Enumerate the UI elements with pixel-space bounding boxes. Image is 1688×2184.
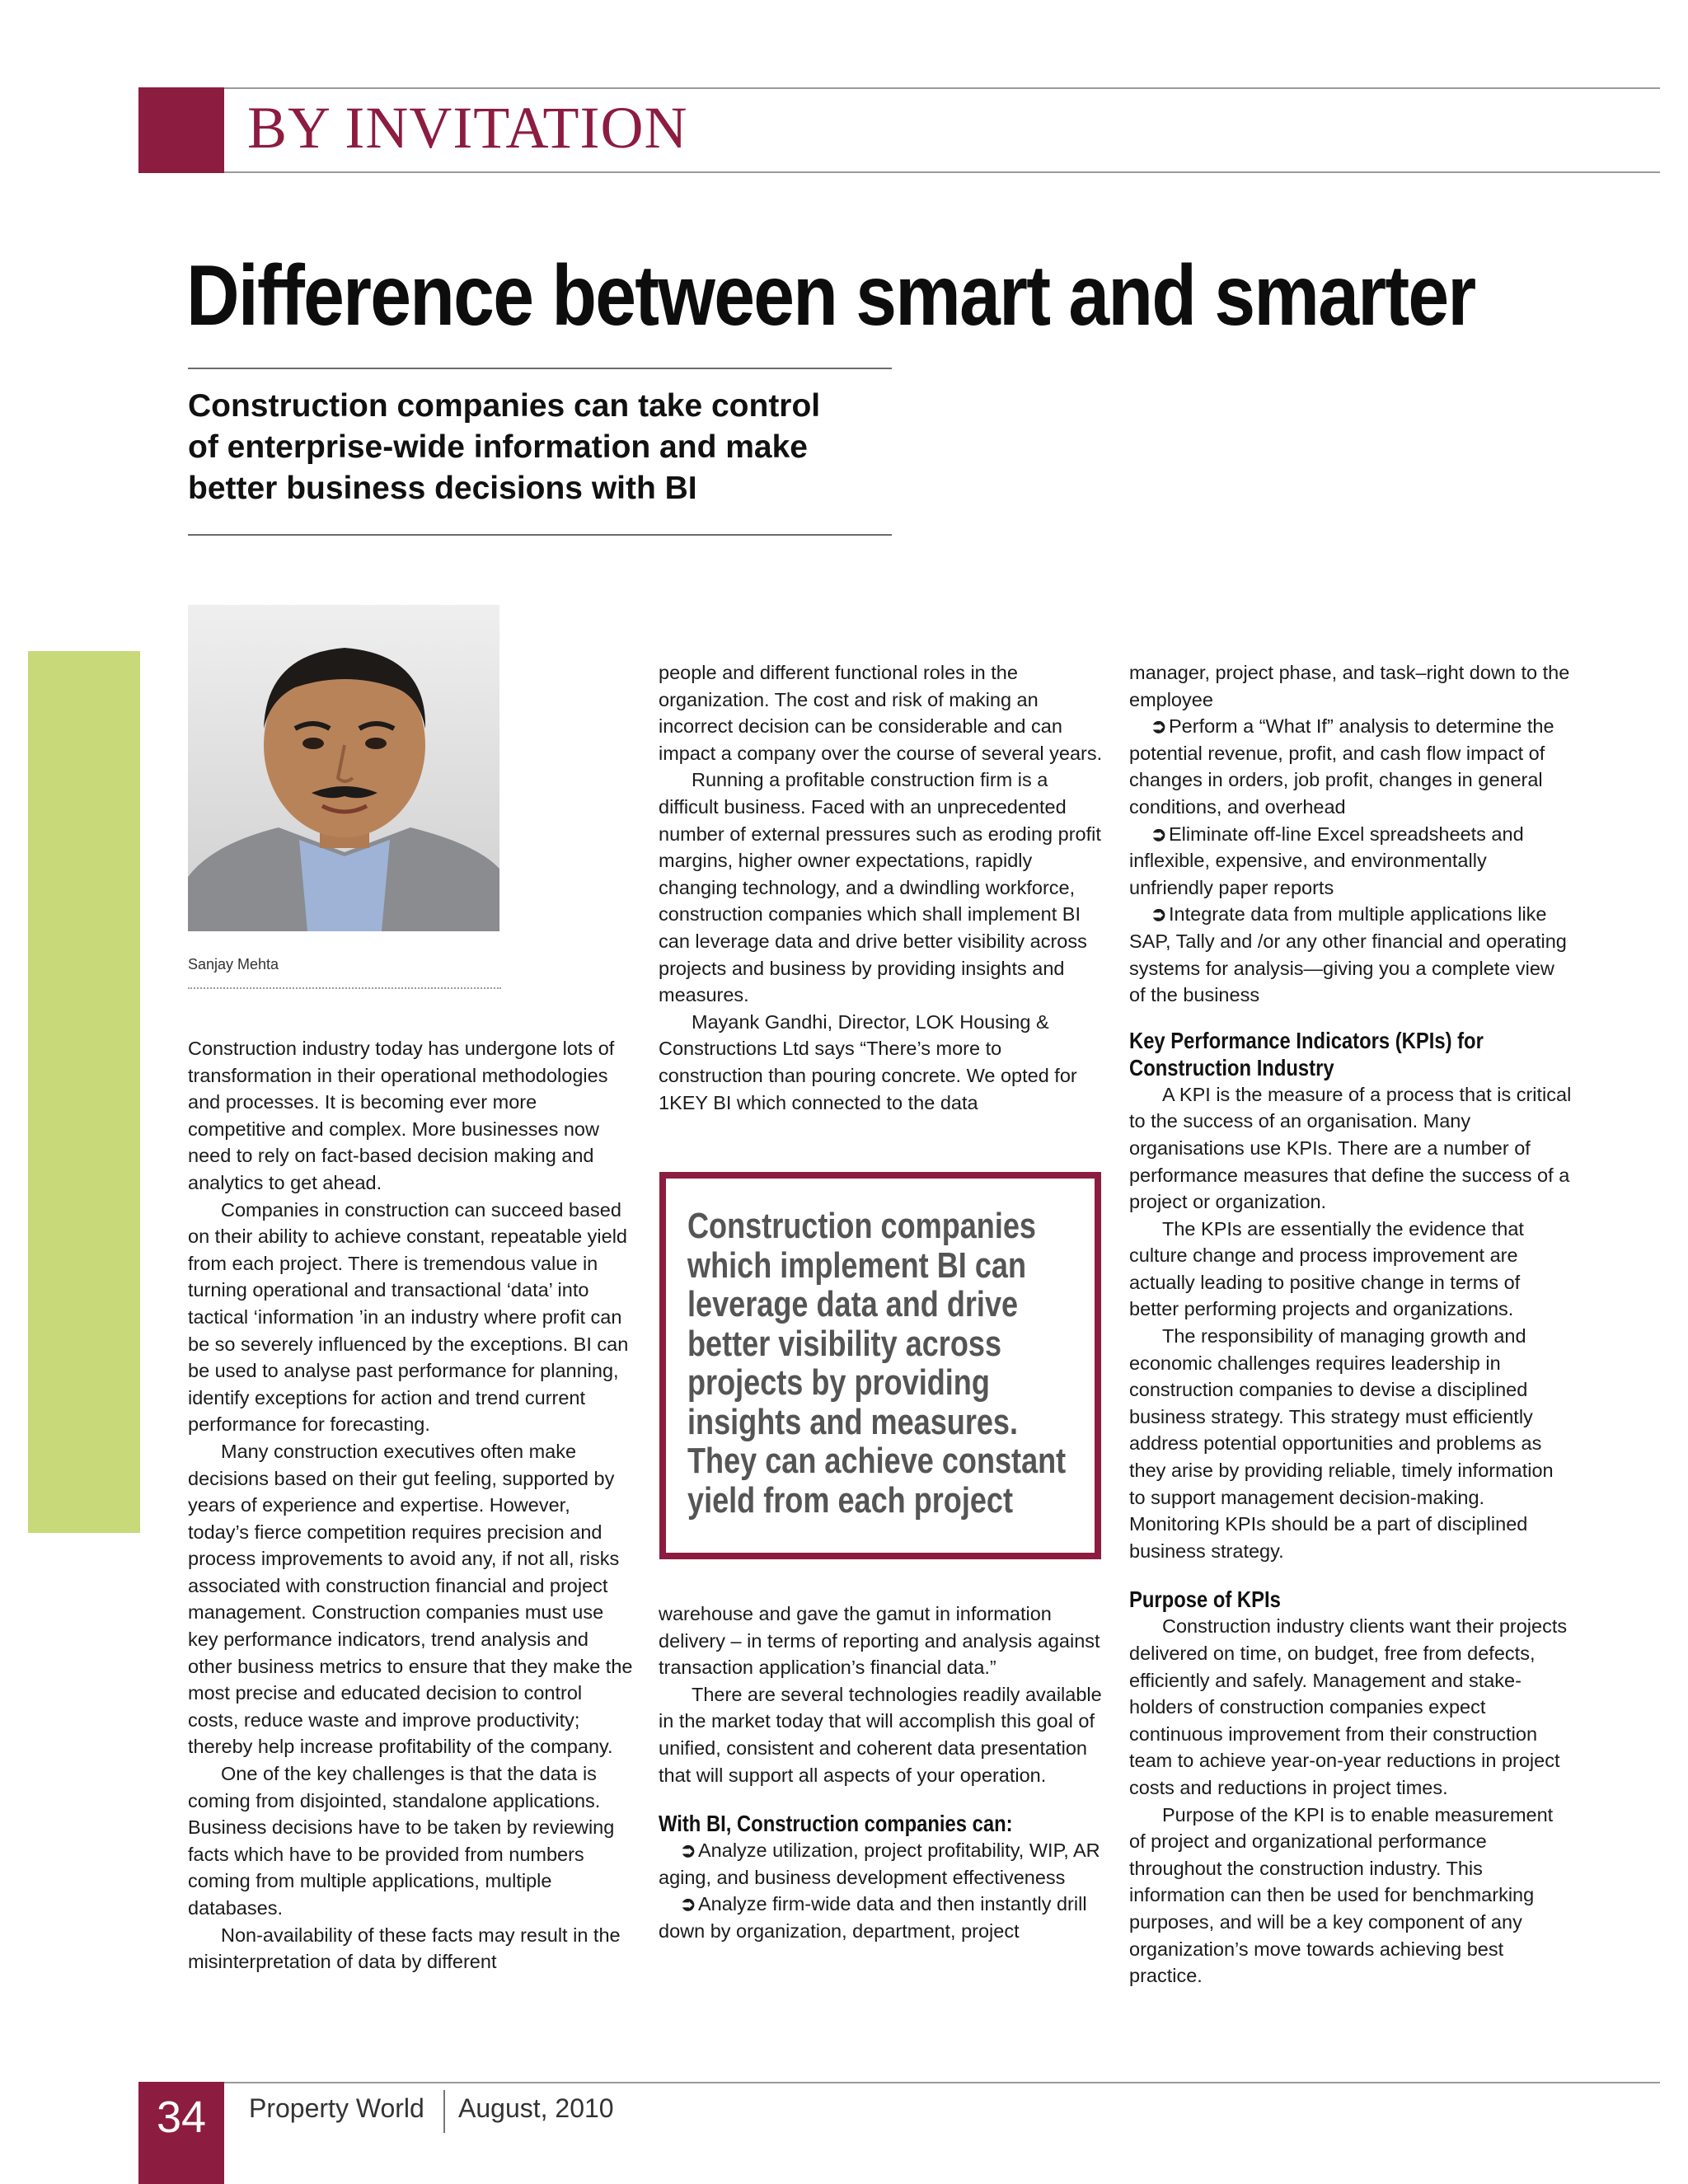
caption-rule: [188, 987, 501, 989]
bullet-text: Analyze utilization, project profitability, WIP, AR aging, and business development effectiveness: [659, 1840, 1100, 1888]
header-bottom-rule: [224, 171, 1660, 173]
paragraph: Construction industry today has undergone lots of transformation in their operational methodologies and processes. It is becoming ever more competitive and complex. More businesses now need to rely on fact-based decision making and analytics to get ahead.: [188, 1038, 615, 1193]
paragraph: Many construction executives often make decisions based on their gut feeling, supported by years of experience and expertise. However, today’s fierce competition requires precision and process improvements to avoid any, if not all, risks associated with construction financial and project management. Construction companies must use key performance indicators, trend analysis and other business metrics to ensure that they make the most precise and educated decision to control costs, reduce waste and improve productivity; thereby help increase profitability of the company.: [188, 1440, 633, 1758]
header-top-rule: [224, 87, 1660, 89]
bullet-item: [659, 1837, 1104, 1891]
bullet-item: [1129, 821, 1574, 902]
arrow-bullet-icon: ➲: [1151, 903, 1167, 926]
subheading: With BI, Construction companies can:: [659, 1811, 1013, 1837]
deck-bottom-rule: [188, 534, 892, 536]
paragraph: Companies in construction can succeed based on their ability to achieve constant, repeatable yield from each project. There is tremendous value in turning operational and transactional ‘data’ into tactical ‘information ’in an industry where profit can be so severely influenced by the exceptions. BI can be used to analyse past performance for planning, identify exceptions for action and trend current performance for forecasting.: [188, 1198, 629, 1436]
paragraph: A KPI is the measure of a process that is critical to the success of an organisation. Many organisations use KPIs. There are a number of performance measures that define the success of a project or organization.: [1129, 1083, 1572, 1213]
bullet-item: [659, 1891, 1104, 1944]
paragraph: Mayank Gandhi, Director, LOK Housing & Constructions Ltd says “There’s more to construction than pouring concrete. We opted for 1KEY BI which connected to the data: [659, 1010, 1077, 1113]
bullet-item: [1129, 713, 1574, 820]
body-column-2-bottom: [659, 1601, 1104, 1945]
subheading: Construction Industry: [1129, 1054, 1334, 1080]
deck-top-rule: [188, 368, 892, 369]
footer-divider: [443, 2090, 445, 2133]
headline: Difference between smart and smarter: [186, 248, 1475, 344]
body-column-3: [1129, 659, 1574, 1990]
paragraph: Construction industry clients want their projects delivered on time, on budget, free from defects, efficiently and safely. Management and stake-holders of construction companies expect continuous improvement from their construction team to achieve year-on-year reductions in project costs and reductions in project times.: [1129, 1615, 1568, 1798]
paragraph: The KPIs are essentially the evidence that culture change and process improvement are actually leading to positive change in terms of better performing projects and organizations.: [1129, 1217, 1524, 1320]
deck-line: Construction companies can take control: [188, 388, 821, 424]
author-photo: [188, 605, 499, 931]
section-color-block: [138, 87, 224, 173]
pull-quote-text: Construction companies which implement BI can leverage data and drive better visibility across projects by providing insights and measures. They can achieve constant yield from each project: [687, 1206, 1067, 1521]
page-number: 34: [156, 2093, 207, 2142]
author-portrait-image: [188, 605, 499, 931]
paragraph: The responsibility of managing growth and economic challenges requires leadership in construction companies to devise a disciplined business strategy. This strategy must efficiently address potential opportunities and problems as they arise by providing reliable, timely information to support management decision-making. Monitoring KPIs should be a part of disciplined business strategy.: [1129, 1325, 1554, 1562]
paragraph: One of the key challenges is that the data is coming from disjointed, standalone applications. Business decisions have to be taken by reviewing facts which have to be provided from numbers coming from multiple applications, multiple databases.: [188, 1763, 615, 1919]
publication-name: Property World: [249, 2093, 424, 2123]
subheading: Key Performance Indicators (KPIs) for: [1129, 1027, 1484, 1053]
deck-line: better business decisions with BI: [188, 471, 697, 506]
paragraph: Purpose of the KPI is to enable measurement of project and organizational performance throughout the construction industry. This information can then be used for benchmarking purposes, and will be a key component of any organization’s move towards achieving best practice.: [1129, 1803, 1554, 1987]
issue-date: August, 2010: [458, 2093, 614, 2123]
arrow-bullet-icon: ➲: [1151, 823, 1167, 845]
body-column-2-top: [659, 659, 1104, 1116]
paragraph: manager, project phase, and task–right down to the employee: [1129, 662, 1570, 710]
pull-quote-box: [659, 1172, 1101, 1559]
footer-rule: [224, 2082, 1660, 2083]
paragraph: Running a profitable construction firm is a difficult business. Faced with an unprecedented number of external pressures such as eroding profit margins, higher owner expectations, rapidly changing technology, and a dwindling workforce, construction companies which shall implement BI can leverage data and drive better visibility across projects and business by providing insights and measures.: [659, 769, 1101, 1006]
deck: [188, 386, 913, 509]
side-accent-bar: [28, 651, 140, 1533]
arrow-bullet-icon: ➲: [1151, 715, 1167, 738]
photo-caption: Sanjay Mehta: [188, 956, 279, 972]
paragraph: Non-availability of these facts may result in the misinterpretation of data by different: [188, 1924, 621, 1973]
paragraph: There are several technologies readily available in the market today that will accomplish this goal of unified, consistent and coherent data presentation that will support all aspects of your operation.: [659, 1683, 1102, 1786]
paragraph: people and different functional roles in the organization. The cost and risk of making an incorrect decision can be considerable and can impact a company over the course of several years.: [659, 662, 1103, 764]
bullet-item: [1129, 901, 1574, 1008]
arrow-bullet-icon: ➲: [680, 1893, 696, 1915]
arrow-bullet-icon: ➲: [680, 1840, 696, 1862]
bullet-text: Perform a “What If” analysis to determine the potential revenue, profit, and cash flow impact of changes in orders, job profit, changes in general conditions, and overhead: [1129, 715, 1554, 818]
section-label: BY INVITATION: [247, 95, 688, 161]
bullet-text: Integrate data from multiple applications like SAP, Tally and /or any other financial and operating systems for analysis—giving you a complete view of the business: [1129, 903, 1567, 1006]
subheading: Purpose of KPIs: [1129, 1586, 1281, 1613]
bullet-text: Analyze firm-wide data and then instantly drill down by organization, department, project: [659, 1893, 1087, 1942]
deck-line: of enterprise-wide information and make: [188, 429, 808, 465]
body-column-1: [188, 1035, 633, 1975]
bullet-text: Eliminate off-line Excel spreadsheets and inflexible, expensive, and environmentally unfriendly paper reports: [1129, 823, 1524, 898]
paragraph: warehouse and gave the gamut in information delivery – in terms of reporting and analysis against transaction application’s financial data.”: [659, 1603, 1100, 1679]
